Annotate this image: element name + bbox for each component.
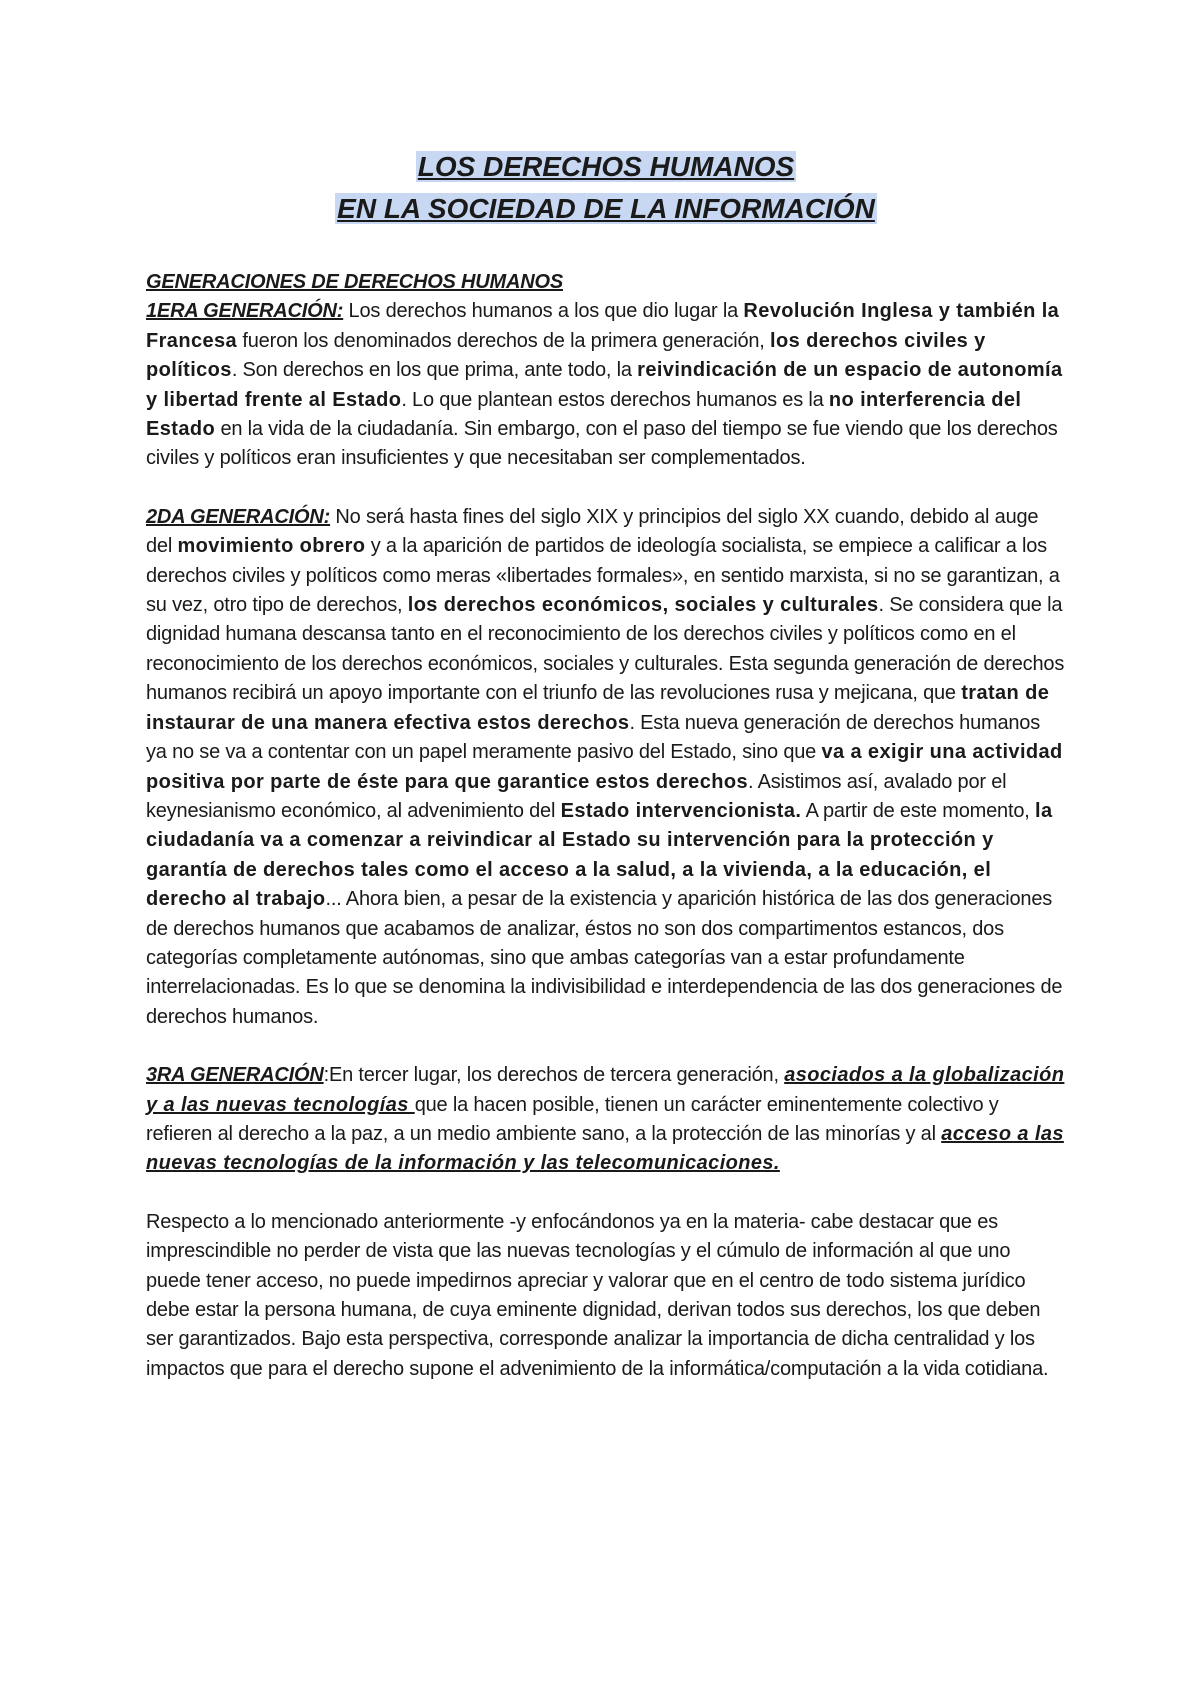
gen1-bold-3: reivindicación de un espacio de autonomía y libertad frente al Estado [146, 359, 1063, 411]
paragraph-gen1 [146, 297, 1066, 473]
gen1-text-3: . Son derechos en los que prima, ante todo, la [231, 359, 638, 382]
document-title [146, 146, 1066, 230]
gen1-bold-4: no interferencia del Estado [146, 388, 1022, 441]
gen2-text-1: No será hasta fines del siglo XIX y principios del siglo XX cuando, debido al auge del [146, 505, 1039, 558]
paragraph-closing: Respecto a lo mencionado anteriormente -y enfocándonos ya en la materia- cabe destacar que es imprescindible no perder de vista que las nuevas tecnologías y el cúmulo de información al que uno puede tener acceso, no puede impedirnos apreciar y valorar que en el centro de todo sistema jurídico debe estar la persona humana, de cuya eminente dignidad, derivan todos sus derechos, los que deben ser garantizados. Bajo esta perspectiva, corresponde analizar la importancia de dicha centralidad y los impactos que para el derecho supone el advenimiento de la informática/computación a la vida cotidiana. [146, 1210, 1049, 1380]
gen3-text-1: En tercer lugar, los derechos de tercera generación, [328, 1064, 785, 1087]
gen3-colon: : [323, 1064, 329, 1087]
gen1-bold-1: Revolución Inglesa y también la Francesa [146, 300, 1060, 352]
gen2-text-2: y a la aparición de partidos de ideología socialista, se empiece a calificar a los derechos civiles y políticos como meras «libertades formales», en sentido marxista, si no se garantizan, a su vez, otro tipo de derechos, [146, 535, 1060, 617]
gen2-text-5: . Asistimos así, avalado por el keynesianismo económico, al advenimiento del [146, 770, 1007, 822]
gen1-text-5: en la vida de la ciudadanía. Sin embargo, con el paso del tiempo se fue viendo que los derechos civiles y políticos eran insuficientes y que necesitaban ser complementados. [146, 418, 1058, 470]
gen2-text-7: ... Ahora bien, a pesar de la existencia y aparición histórica de las dos generaciones de derechos humanos que acabamos de analizar, éstos no son dos compartimentos estancos, dos categorías completamente autónomas, sino que ambas categorías van a estar profundamente interrelacionadas. Es lo que se denomina la indivisibilidad e interdependencia de las dos generaciones de derechos humanos. [146, 888, 1063, 1028]
gen2-bold-2: los derechos económicos, sociales y culturales [407, 594, 879, 617]
paragraph-gen2 [146, 503, 1066, 1032]
gen2-bold-5: Estado intervencionista. [560, 799, 802, 822]
title-line-2: EN LA SOCIEDAD DE LA INFORMACIÓN [337, 193, 875, 224]
gen2-text-6: A partir de este momento, [801, 799, 1035, 822]
title-line-1: LOS DERECHOS HUMANOS [417, 151, 795, 182]
gen2-bold-1: movimiento obrero [177, 535, 366, 558]
gen3-emphasis-1: asociados a la globalización y a las nuevas tecnologías [146, 1064, 1065, 1116]
gen2-text-3: . Se considera que la dignidad humana descansa tanto en el reconocimiento de los derechos civiles y políticos como en el reconocimiento de los derechos económicos, sociales y culturales. Esta segunda generación de derechos humanos recibirá un apoyo importante con el triunfo de las revoluciones rusa y mejicana, que [146, 594, 1065, 705]
gen1-bold-2: los derechos civiles y políticos [146, 329, 986, 382]
gen3-text-2: que la hacen posible, tienen un carácter eminentemente colectivo y refieren al derecho a la paz, a un medio ambiente sano, a la protección de las minorías y al [146, 1093, 999, 1145]
gen1-text-4: . Lo que plantean estos derechos humanos es la [401, 388, 829, 411]
section-heading: GENERACIONES DE DERECHOS HUMANOS [146, 271, 563, 293]
gen2-bold-6: la ciudadanía va a comenzar a reivindicar al Estado su intervención para la protección y garantía de derechos tales como el acceso a la salud, a la vivienda, a la educación, el derecho al trabajo [146, 799, 1053, 911]
document-body [146, 268, 1066, 1384]
gen1-text-1: Los derechos humanos a los que dio lugar la [343, 300, 744, 323]
gen2-label: 2DA GENERACIÓN: [146, 505, 331, 528]
gen2-bold-3: tratan de instaurar de una manera efectiva estos derechos [146, 682, 1050, 734]
gen2-text-4: . Esta nueva generación de derechos humanos ya no se va a contentar con un papel meramente pasivo del Estado, sino que [146, 711, 1041, 764]
gen1-label: 1ERA GENERACIÓN: [146, 300, 344, 323]
gen2-bold-4: va a exigir una actividad positiva por parte de éste para que garantice estos derechos [146, 741, 1063, 793]
document-page [146, 146, 1066, 1384]
paragraph-gen3 [146, 1061, 1066, 1179]
gen1-text-2: fueron los denominados derechos de la primera generación, [237, 329, 771, 352]
gen3-emphasis-2: acceso a las nuevas tecnologías de la información y las telecomunicaciones. [146, 1122, 1064, 1175]
gen3-label: 3RA GENERACIÓN [146, 1064, 324, 1087]
